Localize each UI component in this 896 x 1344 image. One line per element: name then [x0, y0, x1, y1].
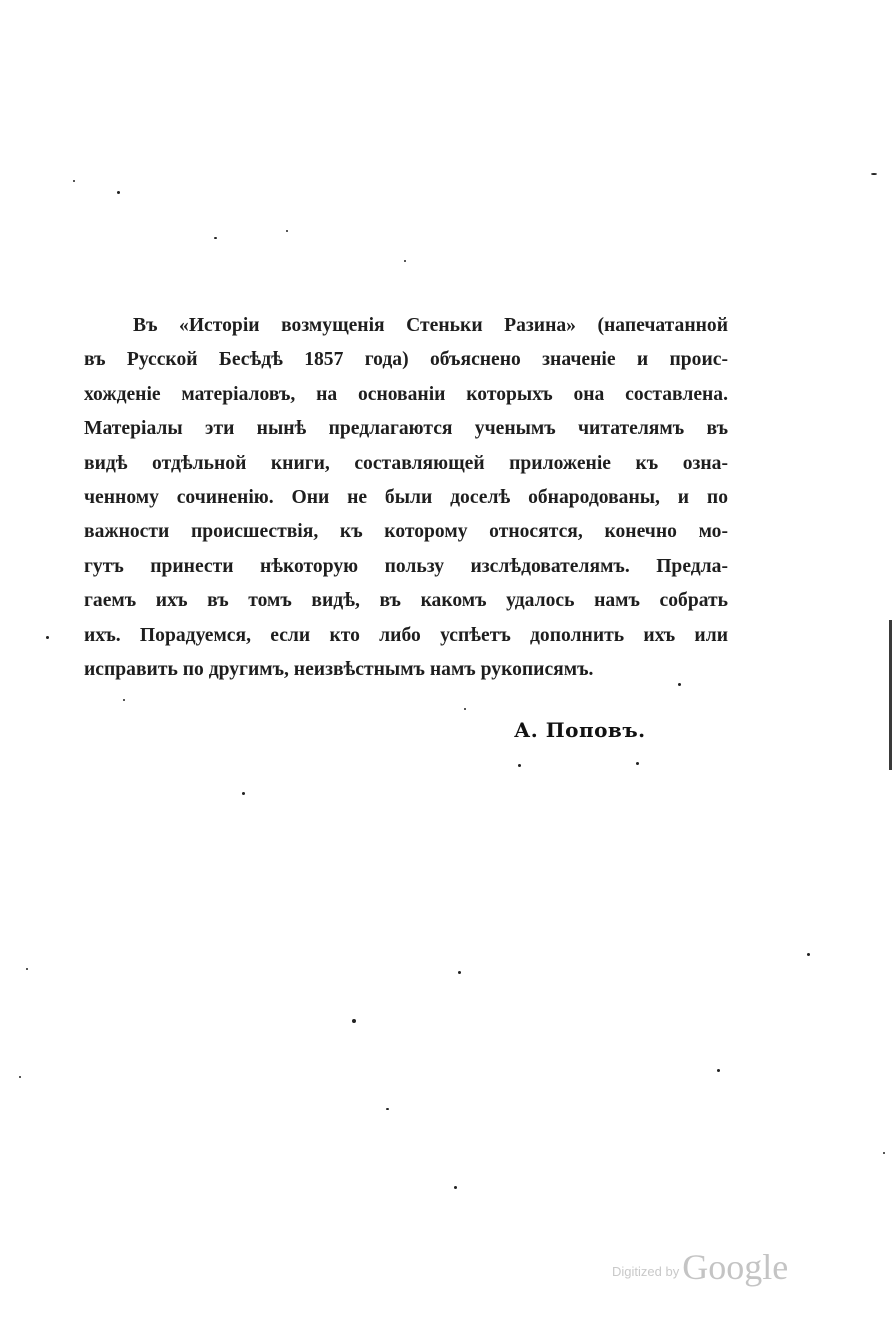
preface-paragraph	[84, 309, 728, 687]
text-line: Въ «Исторіи возмущенія Стеньки Разина» (напечатанной	[133, 315, 728, 336]
scan-speck	[636, 762, 639, 765]
author-signature: А. Поповъ.	[514, 718, 646, 742]
scan-speck	[73, 180, 75, 182]
google-logo: Google	[682, 1247, 789, 1287]
scan-speck	[123, 699, 125, 701]
scan-speck	[386, 1108, 389, 1110]
scan-speck	[404, 260, 406, 262]
scan-speck	[458, 971, 461, 974]
digitized-watermark	[612, 1246, 788, 1288]
scan-speck	[807, 953, 810, 956]
text-line: видѣ отдѣльной книги, составляющей приложеніе къ озна-	[84, 452, 728, 474]
scan-speck	[518, 764, 521, 767]
scan-speck	[117, 191, 120, 194]
scan-speck	[717, 1069, 720, 1072]
scan-speck	[678, 683, 681, 686]
scan-speck	[242, 792, 245, 795]
scan-speck	[286, 230, 288, 232]
scan-speck	[26, 968, 28, 970]
page-edge-shadow	[889, 620, 892, 770]
scan-speck	[883, 1152, 885, 1154]
text-line: ихъ. Порадуемся, если кто либо успѣетъ дополнить ихъ или	[84, 624, 728, 646]
text-line: гаемъ ихъ въ томъ видѣ, въ какомъ удалось намъ собрать	[84, 590, 728, 612]
scan-speck	[19, 1076, 21, 1078]
scan-speck	[214, 237, 217, 239]
scan-speck	[871, 173, 877, 175]
text-line: въ Русской Бесѣдѣ 1857 года) объяснено значеніе и проис-	[84, 349, 728, 371]
text-line: гутъ принести нѣкоторую пользу изслѣдователямъ. Предла-	[84, 555, 728, 577]
text-line: хожденіе матеріаловъ, на основаніи которыхъ она составлена.	[84, 383, 728, 405]
text-line: Матеріалы эти нынѣ предлагаются ученымъ читателямъ въ	[84, 418, 728, 440]
text-line: важности происшествія, къ которому относятся, конечно мо-	[84, 521, 728, 543]
scan-speck	[464, 708, 466, 710]
scan-speck	[454, 1186, 457, 1189]
scan-speck	[46, 636, 49, 639]
watermark-prefix: Digitized by	[612, 1264, 680, 1279]
scan-speck	[352, 1019, 356, 1023]
text-line: ченному сочиненію. Они не были доселѣ обнародованы, и по	[84, 487, 728, 509]
text-line: исправить по другимъ, неизвѣстнымъ намъ рукописямъ.	[84, 659, 594, 681]
